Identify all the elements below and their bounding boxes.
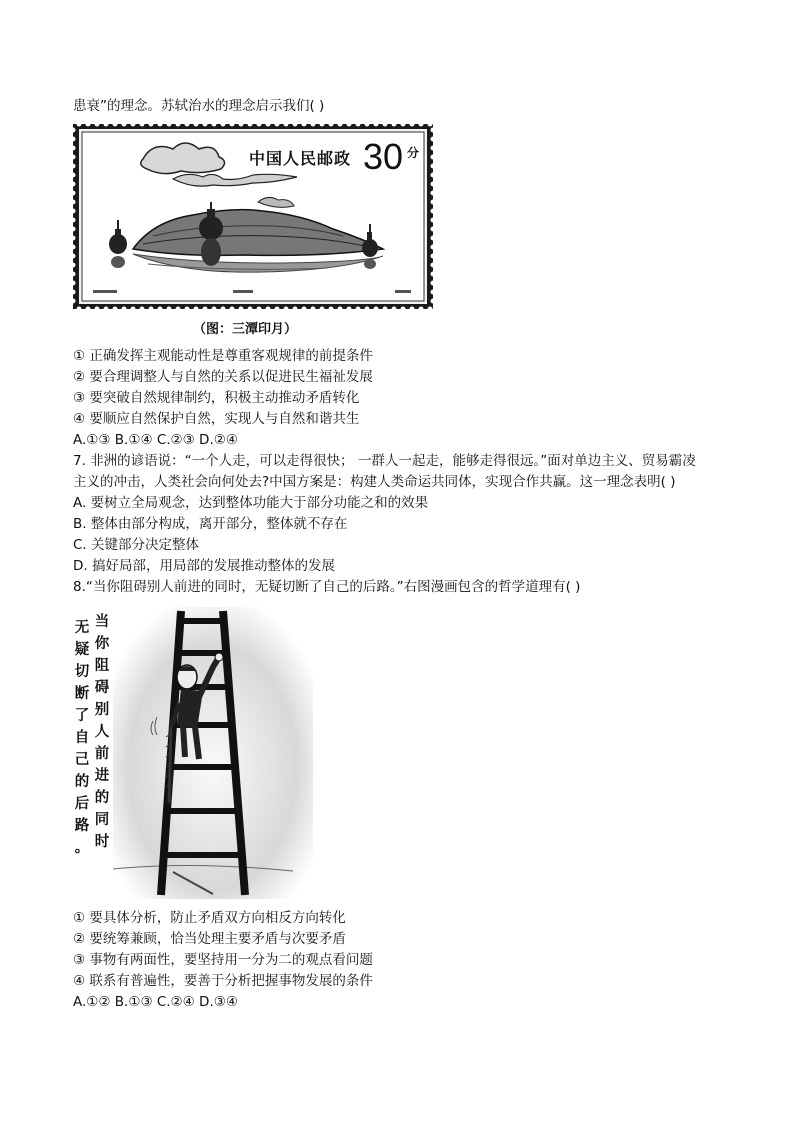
stamp-image — [73, 124, 433, 309]
q8-option-1: ① 要具体分析，防止矛盾双方向相反方向转化 — [73, 910, 346, 926]
stamp-header-text: 中国人民邮政 — [249, 149, 352, 168]
ladder-cartoon — [73, 607, 313, 899]
q6-option-2: ② 要合理调整人与自然的关系以促进民生福祉发展 — [73, 369, 373, 385]
cartoon-text-left-column: 无 疑 切 断 了 自 己 的 后 路 。 — [74, 619, 90, 856]
q6-option-3: ③ 要突破自然规律制约，积极主动推动矛盾转化 — [73, 390, 360, 406]
q7-option-a: A. 要树立全局观念，达到整体功能大于部分功能之和的效果 — [73, 495, 429, 511]
q8-option-3: ③ 事物有两面性，要坚持用一分为二的观点看问题 — [73, 952, 373, 968]
q6-option-1: ① 正确发挥主观能动性是尊重客观规律的前提条件 — [73, 348, 373, 364]
stamp-caption: （图：三潭印月） — [193, 322, 298, 337]
intro-line: 患衰”的理念。苏轼治水的理念启示我们( ) — [73, 98, 325, 114]
q8-choices: A.①② B.①③ C.②④ D.③④ — [73, 994, 238, 1010]
q7-option-c: C. 关键部分决定整体 — [73, 537, 200, 553]
cartoon-text-right-column: 当 你 阻 碍 别 人 前 进 的 同 时 — [94, 613, 110, 850]
q7-stem-line1: 7. 非洲的谚语说：“一个人走，可以走得很快； 一群人一起走，能够走得很远。”面对单边主义、贸易霸凌 — [73, 453, 696, 469]
q6-choices: A.①③ B.①④ C.②③ D.②④ — [73, 432, 238, 448]
q7-option-d: D. 搞好局部，用局部的发展推动整体的发展 — [73, 558, 335, 574]
stamp-value: 30 — [363, 136, 404, 177]
q7-option-b: B. 整体由部分构成，离开部分，整体就不存在 — [73, 516, 348, 532]
stamp-value-unit: 分 — [407, 146, 420, 160]
q7-stem-line2: 主义的冲击，人类社会向何处去?中国方案是：构建人类命运共同体，实现合作共赢。这一理念表明( ) — [73, 474, 676, 490]
q6-option-4: ④ 要顺应自然保护自然，实现人与自然和谐共生 — [73, 411, 360, 427]
q8-option-2: ② 要统筹兼顾，恰当处理主要矛盾与次要矛盾 — [73, 931, 346, 947]
q8-option-4: ④ 联系有普遍性，要善于分析把握事物发展的条件 — [73, 973, 373, 989]
q8-stem: 8.“当你阻碍别人前进的同时，无疑切断了自己的后路。”右图漫画包含的哲学道理有( ) — [73, 579, 581, 595]
